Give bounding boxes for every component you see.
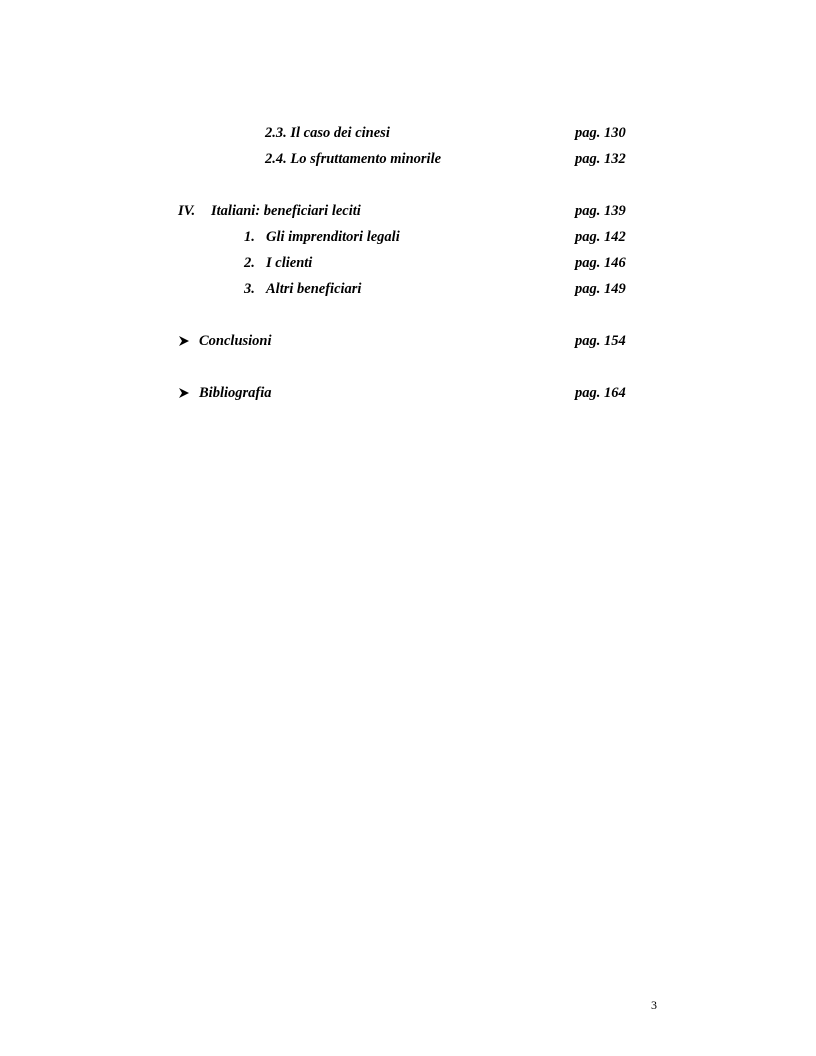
toc-entry-page: pag. 139 [575, 203, 626, 219]
toc-entry-title: Bibliografia [199, 385, 272, 401]
toc-entry-number: IV. [178, 203, 196, 219]
toc-entry-page: pag. 149 [575, 281, 626, 297]
toc-entry-number: 3. [244, 281, 255, 297]
toc-entry-page: pag. 154 [575, 333, 626, 349]
toc-entry-chapter-iv [178, 202, 361, 220]
toc-entry-1 [244, 228, 400, 246]
page-number: 3 [651, 998, 657, 1012]
toc-entry-page: pag. 132 [575, 151, 626, 167]
toc-entry-title: Conclusioni [199, 333, 272, 349]
toc-entry-page: pag. 142 [575, 229, 626, 245]
toc-entry-title: Il caso dei cinesi [290, 125, 390, 141]
toc-entry-2-3 [265, 124, 390, 142]
toc-entry-page: pag. 146 [575, 255, 626, 271]
toc-entry-title: Gli imprenditori legali [266, 229, 400, 245]
toc-entry-title: Lo sfruttamento minorile [290, 151, 442, 167]
toc-entry-2 [244, 254, 312, 272]
arrow-bullet-icon [178, 384, 190, 402]
toc-entry-number: 2.4. [265, 151, 287, 167]
toc-entry-2-4 [265, 150, 441, 168]
toc-entry-3 [244, 280, 361, 298]
toc-entry-conclusioni [199, 332, 272, 350]
toc-entry-title: Altri beneficiari [266, 281, 362, 297]
toc-entry-number: 1. [244, 229, 255, 245]
toc-entry-number: 2.3. [265, 125, 287, 141]
toc-entry-page: pag. 164 [575, 385, 626, 401]
toc-entry-page: pag. 130 [575, 125, 626, 141]
toc-entry-bibliografia [199, 384, 272, 402]
toc-entry-number: 2. [244, 255, 255, 271]
toc-entry-title: Italiani: beneficiari leciti [211, 203, 361, 219]
toc-entry-title: I clienti [266, 255, 313, 271]
arrow-bullet-icon [178, 332, 190, 350]
